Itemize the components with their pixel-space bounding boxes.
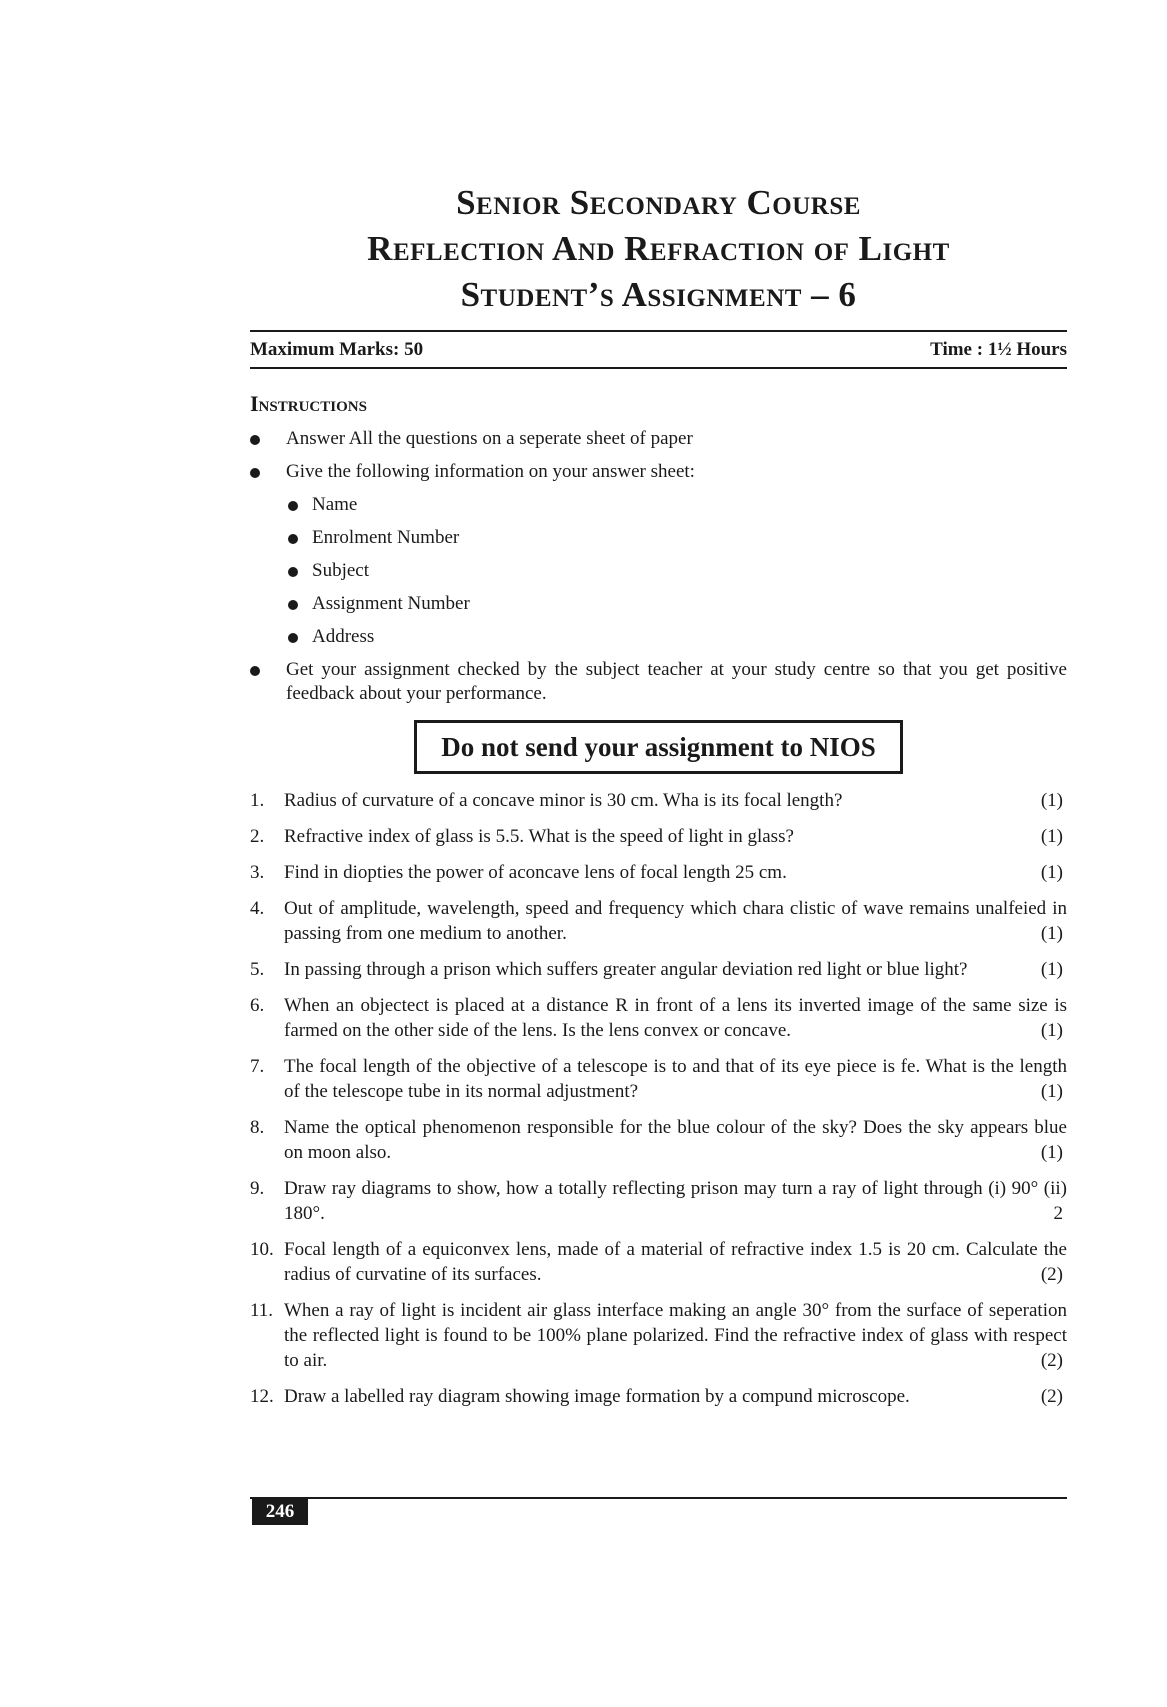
marks-time-bar (250, 330, 1067, 369)
question-item: 2. Refractive index of glass is 5.5. What is the speed of light in glass? (1) (250, 824, 1067, 849)
instructions-list (250, 427, 1067, 706)
question-item: 1. Radius of curvature of a concave minor is 30 cm. Wha is its focal length? (1) (250, 788, 1067, 813)
answer-sheet-info-list (286, 493, 1067, 649)
question-item: 4. Out of amplitude, wavelength, speed and frequency which chara clistic of wave remains unalfeied in passing from one medium to another. (1) (250, 898, 1067, 944)
course-title: Senior Secondary Course (456, 183, 861, 222)
max-marks: Maximum Marks: 50 (250, 338, 424, 360)
question-item: 9. Draw ray diagrams to show, how a totally reflecting prison may turn a ray of light through (i) 90° (ii) 180°. 2 (250, 1178, 1067, 1224)
question-item: 5. In passing through a prison which suffers greater angular deviation red light or blue light? (1) (250, 957, 1067, 982)
question-marks: (1) (1040, 862, 1063, 883)
question-marks: (2) (1040, 1350, 1063, 1371)
info-item-enrolment: Enrolment Number (286, 526, 1067, 550)
assignment-title: Student’s Assignment – 6 (460, 275, 857, 314)
page-footer (250, 1497, 1067, 1527)
question-marks: (2) (1040, 1386, 1063, 1407)
question-marks: 2 (1053, 1203, 1063, 1224)
info-item-subject: Subject (286, 559, 1067, 583)
question-item: 12. Draw a labelled ray diagram showing image formation by a compund microscope. (2) (250, 1384, 1067, 1409)
info-item-assignment-number: Assignment Number (286, 592, 1067, 616)
question-marks: (1) (1040, 1142, 1063, 1163)
question-marks: (1) (1040, 826, 1063, 847)
question-item: 6. When an objectect is placed at a distance R in front of a lens its inverted image of the same size is farmed on the other side of the lens. Is the lens convex or concave. (1) (250, 995, 1067, 1041)
question-item: 10. Focal length of a equiconvex lens, made of a material of refractive index 1.5 is 20 cm. Calculate the radius of curvatine of its surfaces. (2) (250, 1239, 1067, 1285)
question-marks: (1) (1040, 790, 1063, 811)
question-item: 8. Name the optical phenomenon responsible for the blue colour of the sky? Does the sky appears blue on moon also. (1) (250, 1117, 1067, 1163)
instructions-heading: Instructions (250, 391, 367, 416)
question-item: 3. Find in diopties the power of aconcave lens of focal length 25 cm. (1) (250, 860, 1067, 885)
instruction-item: Give the following information on your answer sheet: Name Enrolment Number Subject Assignment Number Address (250, 460, 1067, 649)
chapter-title: Reflection And Refraction of Light (367, 229, 950, 268)
notice-box: Do not send your assignment to NIOS (414, 720, 903, 774)
questions-list (250, 788, 1067, 1409)
question-marks: (1) (1040, 923, 1063, 944)
question-marks: (1) (1040, 1081, 1063, 1102)
question-marks: (1) (1040, 959, 1063, 980)
question-item: 7. The focal length of the objective of a telescope is to and that of its eye piece is fe. What is the length of the telescope tube in its normal adjustment? (1) (250, 1056, 1067, 1102)
question-item: 11. When a ray of light is incident air glass interface making an angle 30° from the surface of seperation the reflected light is found to be 100% plane polarized. Find the refractive index of glass with respect to air. (2) (250, 1300, 1067, 1371)
info-item-name: Name (286, 493, 1067, 517)
question-marks: (1) (1040, 1020, 1063, 1041)
time-limit: Time : 1½ Hours (930, 338, 1067, 360)
question-marks: (2) (1040, 1264, 1063, 1285)
assignment-page (250, 180, 1067, 1420)
info-item-address: Address (286, 625, 1067, 649)
instruction-item: Get your assignment checked by the subject teacher at your study centre so that you get positive feedback about your performance. (250, 658, 1067, 706)
page-number: 246 (252, 1499, 308, 1525)
instruction-item: Answer All the questions on a seperate sheet of paper (250, 427, 1067, 451)
